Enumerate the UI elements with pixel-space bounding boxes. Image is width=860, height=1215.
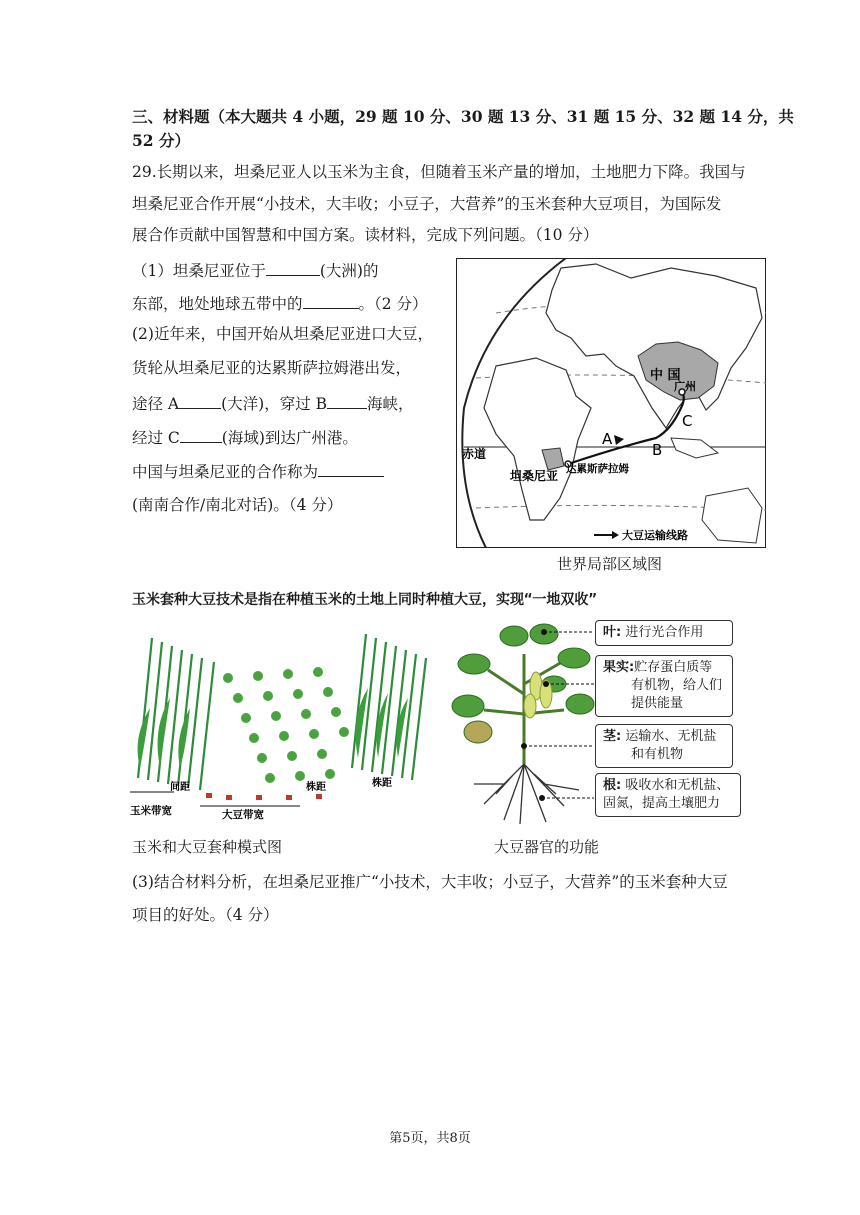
box-fruit: 果实:贮存蛋白质等 有机物，给人们 提供能量 — [595, 655, 733, 717]
intercrop-diagram — [130, 618, 430, 828]
soybean-plant — [444, 614, 604, 830]
label-port: 达累斯萨拉姆 — [566, 463, 629, 475]
box-root: 根: 吸收水和无机盐、 固氮，提高土壤肥力 — [595, 773, 741, 817]
q29-intro-line1: 29.长期以来，坦桑尼亚人以玉米为主食，但随着玉米产量的增加，土地肥力下降。我国与 — [132, 163, 746, 181]
answer-blank-zone[interactable] — [303, 292, 359, 309]
label-guangzhou: 广州 — [674, 380, 696, 393]
soy-caption: 大豆器官的功能 — [494, 838, 600, 856]
label-equator: 赤道 — [462, 447, 487, 461]
box-leaf: 叶: 进行光合作用 — [595, 620, 733, 646]
q2-line4: 经过 C (海域)到达广州港。 — [132, 426, 358, 448]
q29-intro-line3: 展合作贡献中国智慧和中国方案。读材料，完成下列问题。（10 分） — [132, 226, 599, 244]
q2-line1: (2)近年来，中国开始从坦桑尼亚进口大豆， — [132, 325, 433, 343]
q3-line1: (3)结合材料分析，在坦桑尼亚推广“小技术，大丰收；小豆子，大营养”的玉米套种大豆 — [132, 873, 728, 891]
q29-intro-line2: 坦桑尼亚合作开展“小技术，大丰收；小豆子，大营养”的玉米套种大豆项目，为国际发 — [132, 195, 722, 213]
intercrop-caption: 玉米和大豆套种模式图 — [132, 838, 283, 856]
label-soy-band: 大豆带宽 — [222, 809, 264, 821]
label-plant-spacing-b: 株距 — [372, 778, 392, 789]
world-map — [456, 258, 766, 548]
map-caption: 世界局部区域图 — [557, 555, 663, 573]
label-corn-band: 玉米带宽 — [130, 805, 172, 817]
section-title-line1: 三、材料题（本大题共 4 小题，29 题 10 分、30 题 13 分、31 题 15 分、32 题 14 分，共 — [132, 107, 794, 126]
answer-blank-strait[interactable] — [327, 392, 367, 409]
q2-line2: 货轮从坦桑尼亚的达累斯萨拉姆港出发， — [132, 359, 412, 377]
answer-blank-ocean[interactable] — [179, 392, 221, 409]
q2-line6: (南南合作/南北对话)。（4 分） — [132, 496, 343, 514]
page-footer: 第5页，共8页 — [389, 1131, 471, 1146]
crop-heading: 玉米套种大豆技术是指在种植玉米的土地上同时种植大豆，实现“一地双收” — [132, 592, 597, 608]
label-row-spacing: 间距 — [170, 782, 190, 793]
answer-blank-continent[interactable] — [266, 259, 320, 276]
label-tanzania: 坦桑尼亚 — [510, 469, 559, 483]
q3-line2: 项目的好处。（4 分） — [132, 906, 279, 924]
q2-line3: 途径 A (大洋)，穿过 B 海峡， — [132, 392, 414, 414]
label-c: C — [682, 412, 693, 430]
section-title-line2: 52 分） — [132, 131, 190, 150]
q1-line2: 东部，地处地球五带中的 。（2 分） — [132, 292, 428, 314]
q2-line5: 中国与坦桑尼亚的合作称为 — [132, 460, 384, 482]
label-a: A — [602, 430, 613, 448]
answer-blank-cooperation[interactable] — [318, 460, 384, 477]
label-b: B — [652, 441, 663, 459]
q1-line1: （1）坦桑尼亚位于 (大洲)的 — [132, 259, 378, 281]
box-stem: 茎: 运输水、无机盐 和有机物 — [595, 724, 733, 768]
label-plant-spacing-a: 株距 — [306, 782, 326, 793]
legend-label: 大豆运输线路 — [622, 529, 688, 542]
answer-blank-sea[interactable] — [180, 426, 222, 443]
label-china: 中 国 — [650, 368, 681, 383]
